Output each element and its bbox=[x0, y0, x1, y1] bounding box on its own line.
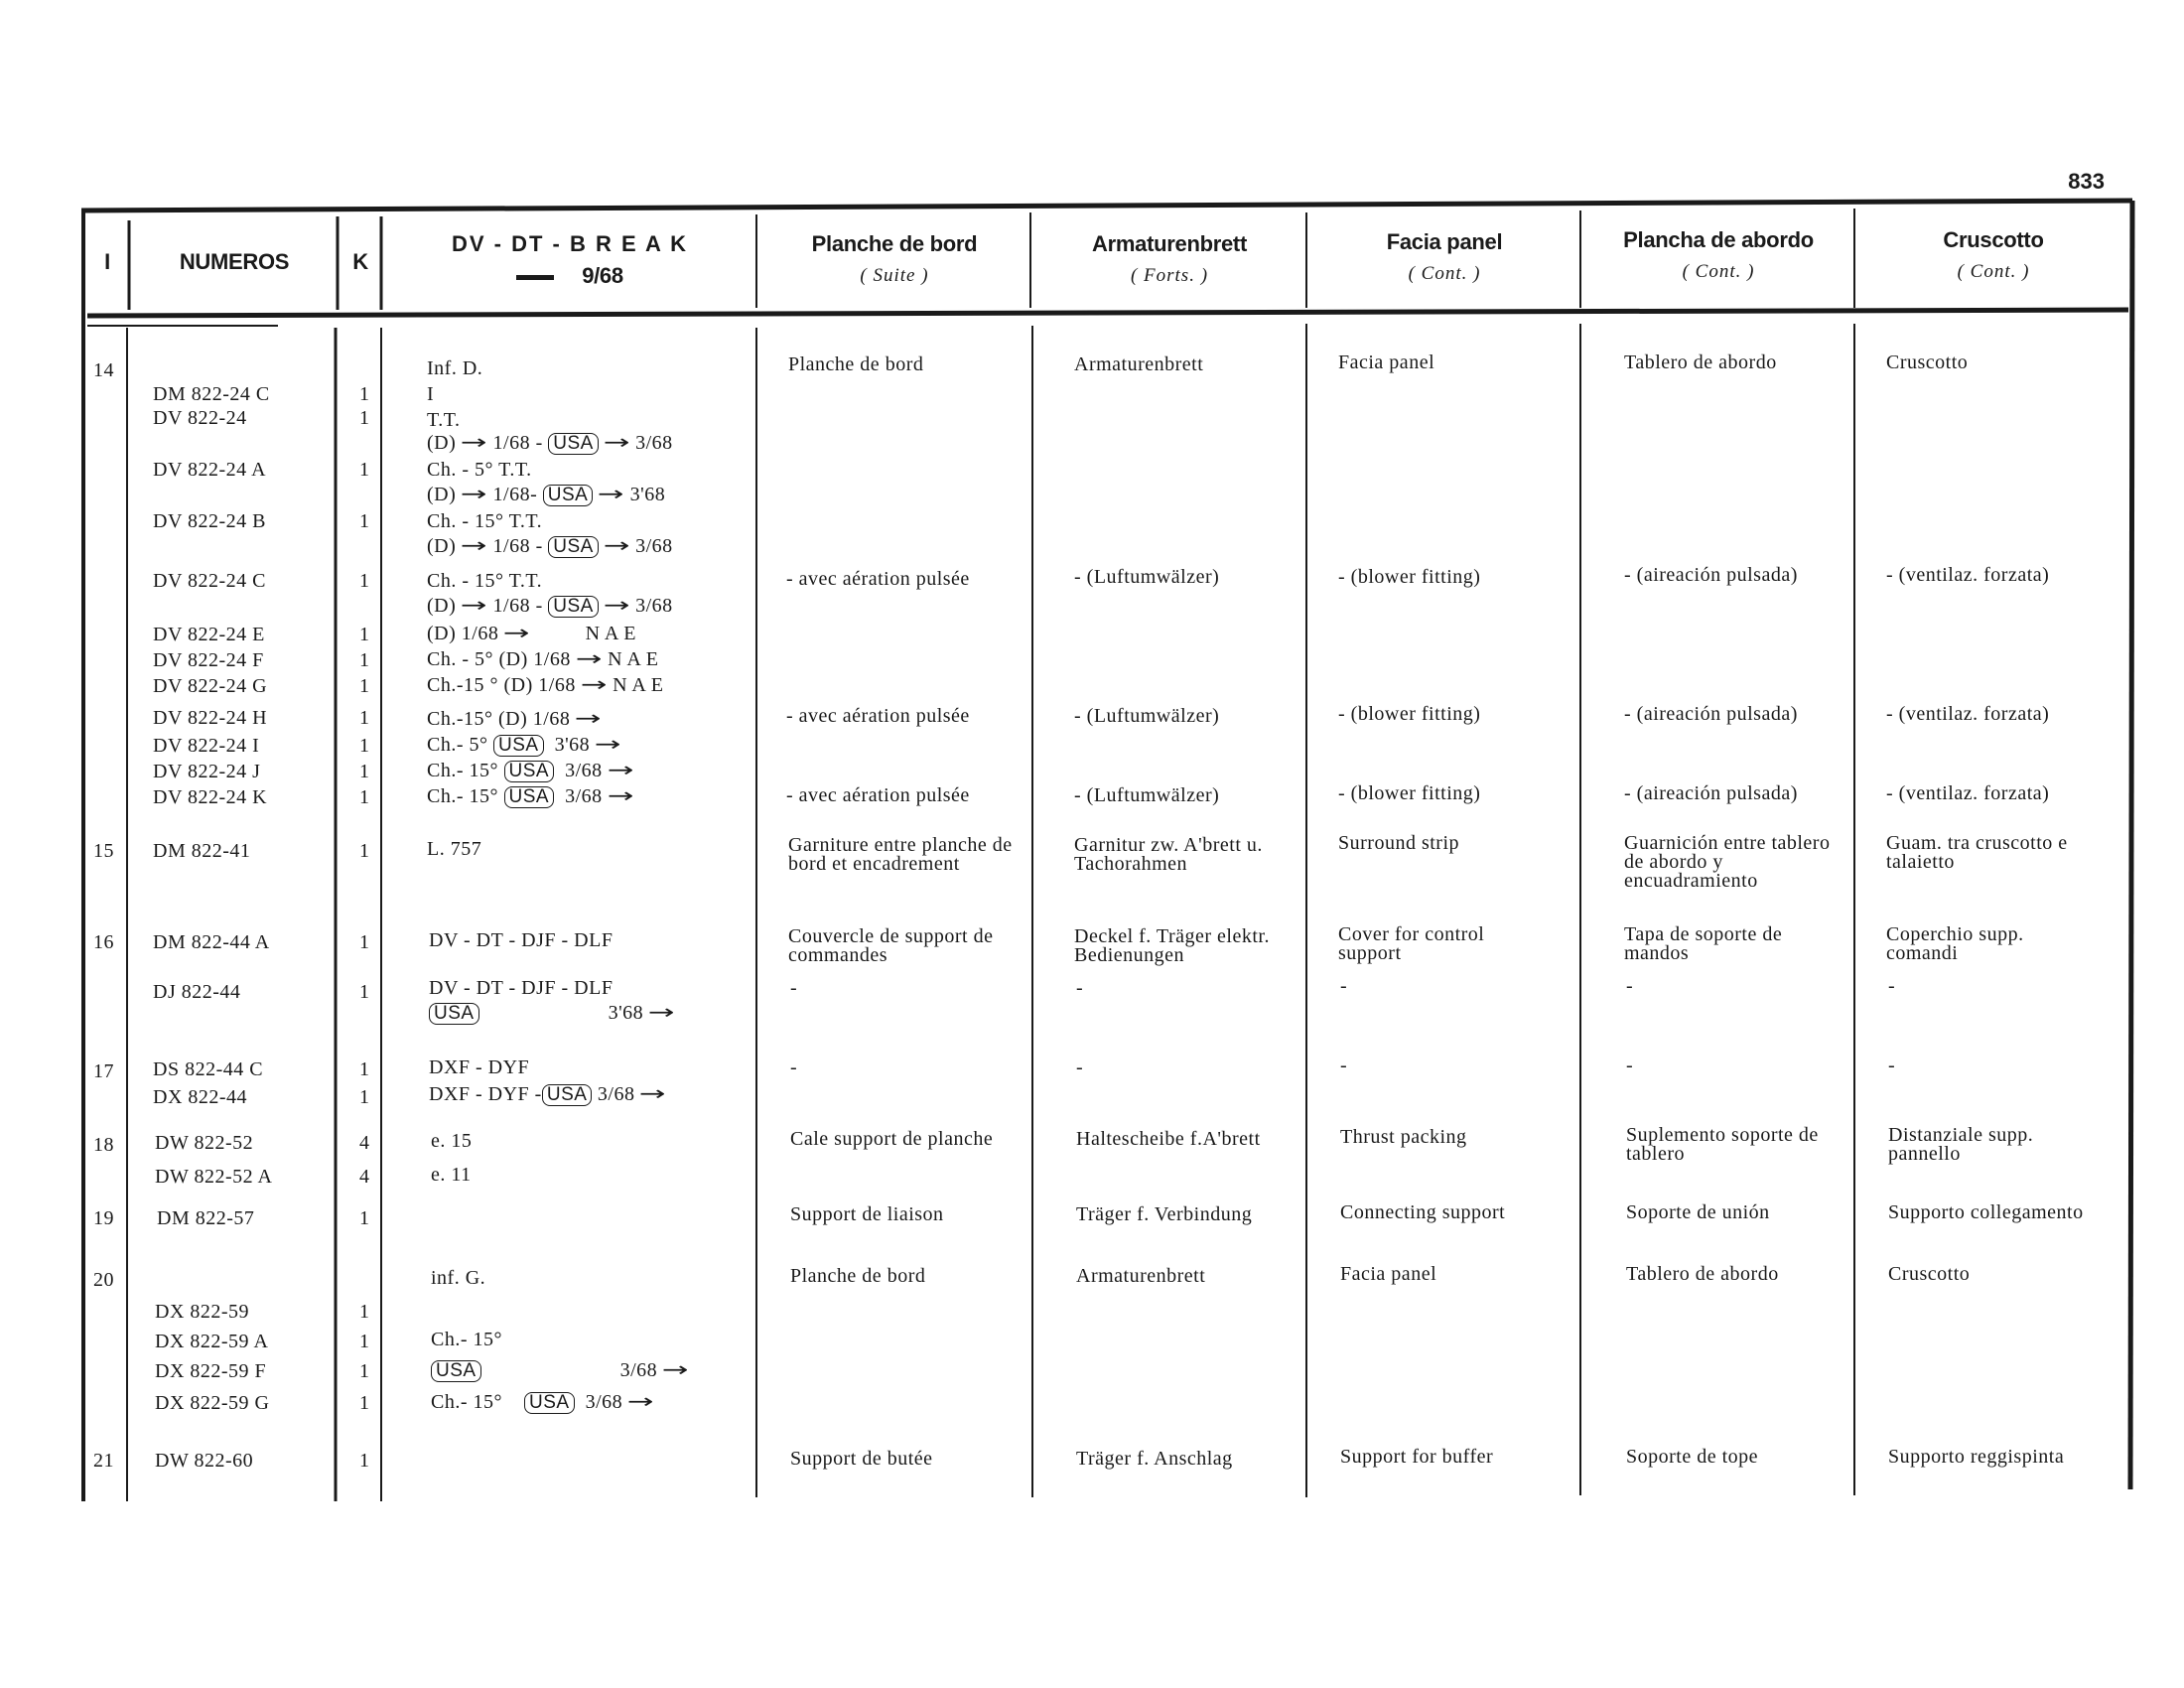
part-number: DX 822-44 bbox=[153, 1086, 248, 1108]
arrow-right-icon: → bbox=[595, 732, 622, 756]
desc-fr: Support de butée bbox=[790, 1448, 933, 1470]
desc-en: Cover for control support bbox=[1338, 923, 1485, 964]
quantity: 1 bbox=[359, 1207, 370, 1229]
desc-en: Facia panel bbox=[1340, 1263, 1437, 1285]
tail-text: N A E bbox=[608, 648, 659, 670]
item-number: 14 bbox=[93, 359, 114, 381]
arrow-right-icon: → bbox=[461, 593, 488, 617]
part-number: DM 822-44 A bbox=[153, 931, 270, 953]
header-col-de-sub: ( Forts. ) bbox=[1130, 265, 1209, 286]
arrow-right-icon: → bbox=[461, 533, 488, 557]
desc-it: Coperchio supp. comandi bbox=[1886, 923, 2024, 964]
spec-text: Ch.- 15° bbox=[431, 1329, 502, 1350]
spec-line bbox=[427, 759, 639, 782]
spec-text: T.T. bbox=[427, 409, 461, 431]
quantity: 1 bbox=[359, 1058, 370, 1080]
variant-es: - (aireación pulsada) bbox=[1624, 782, 1798, 804]
quantity: 1 bbox=[359, 624, 370, 645]
desc-it: Cruscotto bbox=[1886, 352, 1969, 373]
spec-line bbox=[427, 647, 659, 670]
arrow-right-icon: → bbox=[626, 1389, 655, 1413]
usa-badge: USA bbox=[542, 1084, 593, 1106]
header-col-it bbox=[1856, 224, 2130, 288]
tail-text: N A E bbox=[585, 623, 636, 644]
quantity: 4 bbox=[359, 1132, 370, 1154]
spec-line bbox=[429, 1001, 680, 1025]
desc-en: Connecting support bbox=[1340, 1201, 1506, 1223]
spec-text: e. 15 bbox=[431, 1130, 473, 1152]
variant-en: - (blower fitting) bbox=[1338, 566, 1481, 588]
desc-en: Surround strip bbox=[1338, 832, 1459, 854]
spec-line bbox=[427, 594, 673, 618]
quantity: 1 bbox=[359, 735, 370, 757]
arrow-right-icon: → bbox=[461, 430, 488, 454]
spec-line bbox=[427, 673, 664, 696]
variant-es: - (aireación pulsada) bbox=[1624, 564, 1798, 586]
desc-es: Tablero de abordo bbox=[1626, 1263, 1779, 1285]
date-text: 3/68 bbox=[597, 1083, 635, 1105]
date-text: 3/68 bbox=[565, 785, 603, 807]
desc-fr: Couvercle de support de commandes bbox=[788, 925, 994, 966]
variant-fr: - avec aération pulsée bbox=[786, 784, 970, 806]
variant-de: - (Luftumwälzer) bbox=[1074, 784, 1220, 806]
variant-en: - (blower fitting) bbox=[1338, 782, 1481, 804]
quantity: 1 bbox=[359, 510, 370, 532]
desc-fr: Garniture entre planche de bord et encadrement bbox=[788, 834, 1013, 875]
date-text: 1/68 - bbox=[492, 432, 543, 454]
item-number: 15 bbox=[93, 840, 114, 862]
desc-it: Distanziale supp. pannello bbox=[1888, 1124, 2034, 1165]
desc-fr: Planche de bord bbox=[790, 1265, 926, 1287]
date-text: 1/68- bbox=[492, 484, 538, 505]
quantity: 1 bbox=[359, 1360, 370, 1382]
date-text: 1/68 - bbox=[492, 535, 543, 557]
desc-de: Garnitur zw. A'brett u. Tachorahmen bbox=[1074, 834, 1263, 875]
spec-text: DXF - DYF bbox=[429, 1056, 530, 1078]
header-col-it-sub: ( Cont. ) bbox=[1957, 261, 2030, 282]
desc-en: Facia panel bbox=[1338, 352, 1435, 373]
variant-it: - (ventilaz. forzata) bbox=[1886, 703, 2050, 725]
desc-es: Soporte de unión bbox=[1626, 1201, 1770, 1223]
spec-text: Inf. D. bbox=[427, 357, 483, 379]
spec-text: Ch.- 15° bbox=[427, 785, 498, 807]
spec-text: (D) bbox=[427, 595, 457, 617]
usa-badge: USA bbox=[543, 485, 594, 506]
part-number: DW 822-60 bbox=[155, 1450, 254, 1472]
header-model bbox=[383, 228, 756, 292]
item-number: 19 bbox=[93, 1207, 114, 1229]
part-number: DV 822-24 H bbox=[153, 707, 268, 729]
desc-fr: Cale support de planche bbox=[790, 1128, 994, 1150]
date-text: 3/68 bbox=[565, 760, 603, 781]
quantity: 1 bbox=[359, 1086, 370, 1108]
part-number: DW 822-52 A bbox=[155, 1166, 273, 1188]
dash-cell: - bbox=[1626, 975, 1634, 997]
desc-es: Soporte de tope bbox=[1626, 1446, 1759, 1468]
variant-en: - (blower fitting) bbox=[1338, 703, 1481, 725]
arrow-right-icon: → bbox=[503, 621, 531, 644]
header-col-de bbox=[1032, 228, 1306, 292]
quantity: 1 bbox=[359, 675, 370, 697]
arrow-right-icon: → bbox=[607, 758, 635, 781]
part-number: DV 822-24 bbox=[153, 407, 247, 429]
page-number: 833 bbox=[2068, 169, 2105, 194]
header-col-fr-title: Planche de bord bbox=[811, 231, 978, 256]
header-model-line2: 9/68 bbox=[582, 263, 623, 288]
header-k: K bbox=[352, 249, 368, 274]
dash-cell: - bbox=[1888, 1055, 1896, 1076]
part-number: DV 822-24 E bbox=[153, 624, 265, 645]
dash-cell: - bbox=[790, 1056, 798, 1078]
spec-line bbox=[427, 483, 665, 506]
part-number: DV 822-24 A bbox=[153, 459, 267, 481]
dash-mark bbox=[516, 275, 554, 280]
arrow-right-icon: → bbox=[648, 1000, 676, 1024]
header-i: I bbox=[104, 249, 110, 274]
quantity: 1 bbox=[359, 931, 370, 953]
arrow-right-icon: → bbox=[603, 430, 631, 454]
spec-text: Ch.-15° (D) 1/68 bbox=[427, 708, 571, 730]
desc-it: Guam. tra cruscotto e talaietto bbox=[1886, 832, 2068, 873]
dash-cell: - bbox=[1076, 1056, 1084, 1078]
quantity: 1 bbox=[359, 707, 370, 729]
header-col-es-sub: ( Cont. ) bbox=[1682, 261, 1755, 282]
spec-line bbox=[427, 431, 673, 455]
spec-text: L. 757 bbox=[427, 838, 482, 860]
desc-es: Tapa de soporte de mandos bbox=[1624, 923, 1783, 964]
part-number: DM 822-41 bbox=[153, 840, 251, 862]
header-col-fr bbox=[758, 228, 1030, 292]
spec-line bbox=[427, 733, 626, 757]
spec-text: DV - DT - DJF - DLF bbox=[429, 929, 614, 951]
desc-de: Träger f. Verbindung bbox=[1076, 1203, 1253, 1225]
quantity: 1 bbox=[359, 649, 370, 671]
arrow-right-icon: → bbox=[461, 482, 488, 505]
spec-text: Ch.- 15° bbox=[427, 760, 498, 781]
date-text: 3/68 bbox=[585, 1391, 623, 1413]
desc-en: Thrust packing bbox=[1340, 1126, 1467, 1148]
part-number: DV 822-24 F bbox=[153, 649, 264, 671]
dash-cell: - bbox=[1340, 1055, 1348, 1076]
spec-line bbox=[427, 707, 608, 730]
header-numeros: NUMEROS bbox=[179, 249, 290, 274]
spec-text: Ch.-15 ° (D) 1/68 bbox=[427, 674, 576, 696]
part-number: DX 822-59 F bbox=[155, 1360, 267, 1382]
arrow-right-icon: → bbox=[598, 482, 625, 505]
spec-line bbox=[431, 1390, 659, 1414]
arrow-right-icon: → bbox=[639, 1081, 667, 1105]
desc-fr: Support de liaison bbox=[790, 1203, 944, 1225]
variant-es: - (aireación pulsada) bbox=[1624, 703, 1798, 725]
part-number: DV 822-24 J bbox=[153, 761, 261, 782]
usa-badge: USA bbox=[429, 1003, 479, 1025]
usa-badge: USA bbox=[504, 761, 555, 782]
header-col-it-title: Cruscotto bbox=[1943, 227, 2044, 252]
desc-de: Deckel f. Träger elektr. Bedienungen bbox=[1074, 925, 1270, 966]
item-number: 21 bbox=[93, 1450, 114, 1472]
quantity: 1 bbox=[359, 786, 370, 808]
quantity: 1 bbox=[359, 1450, 370, 1472]
spec-line bbox=[427, 622, 636, 644]
quantity: 1 bbox=[359, 1331, 370, 1352]
quantity: 1 bbox=[359, 407, 370, 429]
part-number: DJ 822-44 bbox=[153, 981, 241, 1003]
spec-text: DV - DT - DJF - DLF bbox=[429, 977, 614, 999]
desc-fr: Planche de bord bbox=[788, 353, 924, 375]
desc-es: Suplemento soporte de tablero bbox=[1626, 1124, 1819, 1165]
part-number: DM 822-24 C bbox=[153, 383, 270, 405]
part-number: DV 822-24 K bbox=[153, 786, 268, 808]
arrow-right-icon: → bbox=[607, 783, 635, 807]
spec-text: e. 11 bbox=[431, 1164, 472, 1186]
arrow-right-icon: → bbox=[603, 593, 631, 617]
part-number: DV 822-24 I bbox=[153, 735, 260, 757]
header-col-en-title: Facia panel bbox=[1386, 229, 1503, 254]
part-number: DV 822-24 G bbox=[153, 675, 268, 697]
part-number: DX 822-59 A bbox=[155, 1331, 269, 1352]
arrow-right-icon: → bbox=[580, 672, 609, 696]
desc-de: Armaturenbrett bbox=[1074, 353, 1204, 375]
item-number: 17 bbox=[93, 1060, 114, 1082]
variant-fr: - avec aération pulsée bbox=[786, 705, 970, 727]
part-number: DX 822-59 bbox=[155, 1301, 250, 1323]
date-text: 1/68 - bbox=[492, 595, 543, 617]
variant-fr: - avec aération pulsée bbox=[786, 568, 970, 590]
usa-badge: USA bbox=[548, 433, 599, 455]
usa-badge: USA bbox=[548, 596, 599, 618]
arrow-right-icon: → bbox=[575, 646, 604, 670]
spec-line bbox=[427, 784, 639, 808]
part-number: DS 822-44 C bbox=[153, 1058, 264, 1080]
spec-text: (D) bbox=[427, 484, 457, 505]
dash-cell: - bbox=[1626, 1055, 1634, 1076]
header-col-es bbox=[1582, 224, 1854, 288]
quantity: 1 bbox=[359, 570, 370, 592]
spec-line bbox=[427, 534, 673, 558]
quantity: 4 bbox=[359, 1166, 370, 1188]
spec-text: inf. G. bbox=[431, 1267, 486, 1289]
date-text: 3'68 bbox=[608, 1002, 644, 1024]
usa-badge: USA bbox=[524, 1392, 575, 1414]
date-text: 3/68 bbox=[635, 535, 673, 557]
item-number: 16 bbox=[93, 931, 114, 953]
date-text: 3/68 bbox=[619, 1359, 658, 1381]
spec-text: DXF - DYF - bbox=[429, 1083, 542, 1105]
spec-line bbox=[431, 1358, 694, 1382]
date-text: 3/68 bbox=[635, 432, 673, 454]
spec-text: Ch. - 15° T.T. bbox=[427, 510, 543, 532]
date-text: 3/68 bbox=[635, 595, 673, 617]
header-col-en bbox=[1308, 226, 1580, 290]
spec-text: Ch.- 5° bbox=[427, 734, 488, 756]
desc-de: Träger f. Anschlag bbox=[1076, 1448, 1233, 1470]
dash-cell: - bbox=[1340, 975, 1348, 997]
spec-line bbox=[429, 1082, 672, 1106]
spec-text: (D) bbox=[427, 432, 457, 454]
quantity: 1 bbox=[359, 981, 370, 1003]
header-model-line1: DV - DT - B R E A K bbox=[451, 231, 689, 256]
part-number: DV 822-24 C bbox=[153, 570, 267, 592]
spec-text: (D) bbox=[427, 535, 457, 557]
spec-text: Ch. - 5° (D) 1/68 bbox=[427, 648, 571, 670]
desc-de: Armaturenbrett bbox=[1076, 1265, 1206, 1287]
desc-it: Supporto collegamento bbox=[1888, 1201, 2084, 1223]
part-number: DX 822-59 G bbox=[155, 1392, 270, 1414]
variant-it: - (ventilaz. forzata) bbox=[1886, 564, 2050, 586]
dash-cell: - bbox=[790, 977, 798, 999]
usa-badge: USA bbox=[431, 1360, 481, 1382]
item-number: 18 bbox=[93, 1134, 114, 1156]
usa-badge: USA bbox=[548, 536, 599, 558]
tail-text: N A E bbox=[613, 674, 664, 696]
date-text: 3'68 bbox=[554, 734, 591, 756]
part-number: DW 822-52 bbox=[155, 1132, 254, 1154]
header-col-fr-sub: ( Suite ) bbox=[860, 265, 929, 286]
dash-cell: - bbox=[1076, 977, 1084, 999]
variant-de: - (Luftumwälzer) bbox=[1074, 705, 1220, 727]
spec-text: (D) 1/68 bbox=[427, 623, 499, 644]
part-number: DM 822-57 bbox=[157, 1207, 255, 1229]
desc-it: Supporto reggispinta bbox=[1888, 1446, 2065, 1468]
quantity: 1 bbox=[359, 383, 370, 405]
header-col-de-title: Armaturenbrett bbox=[1092, 231, 1247, 256]
desc-it: Cruscotto bbox=[1888, 1263, 1971, 1285]
item-number: 20 bbox=[93, 1269, 114, 1291]
header-col-en-sub: ( Cont. ) bbox=[1408, 263, 1481, 284]
desc-es: Tablero de abordo bbox=[1624, 352, 1777, 373]
dash-cell: - bbox=[1888, 975, 1896, 997]
spec-text: Ch.- 15° bbox=[431, 1391, 502, 1413]
desc-de: Haltescheibe f.A'brett bbox=[1076, 1128, 1261, 1150]
quantity: 1 bbox=[359, 840, 370, 862]
part-number: DV 822-24 B bbox=[153, 510, 267, 532]
usa-badge: USA bbox=[493, 735, 544, 757]
quantity: 1 bbox=[359, 1392, 370, 1414]
desc-es: Guarnición entre tablero de abordo y encuadramiento bbox=[1624, 832, 1831, 892]
variant-it: - (ventilaz. forzata) bbox=[1886, 782, 2050, 804]
variant-de: - (Luftumwälzer) bbox=[1074, 566, 1220, 588]
spec-text: Ch. - 5° T.T. bbox=[427, 459, 532, 481]
quantity: 1 bbox=[359, 1301, 370, 1323]
spec-text: Ch. - 15° T.T. bbox=[427, 570, 543, 592]
arrow-right-icon: → bbox=[575, 706, 603, 730]
desc-en: Support for buffer bbox=[1340, 1446, 1494, 1468]
usa-badge: USA bbox=[504, 786, 555, 808]
date-text: 3'68 bbox=[629, 484, 666, 505]
arrow-right-icon: → bbox=[603, 533, 631, 557]
header-col-es-title: Plancha de abordo bbox=[1623, 227, 1814, 252]
quantity: 1 bbox=[359, 459, 370, 481]
spec-text: I bbox=[427, 383, 435, 405]
arrow-right-icon: → bbox=[661, 1357, 690, 1381]
quantity: 1 bbox=[359, 761, 370, 782]
